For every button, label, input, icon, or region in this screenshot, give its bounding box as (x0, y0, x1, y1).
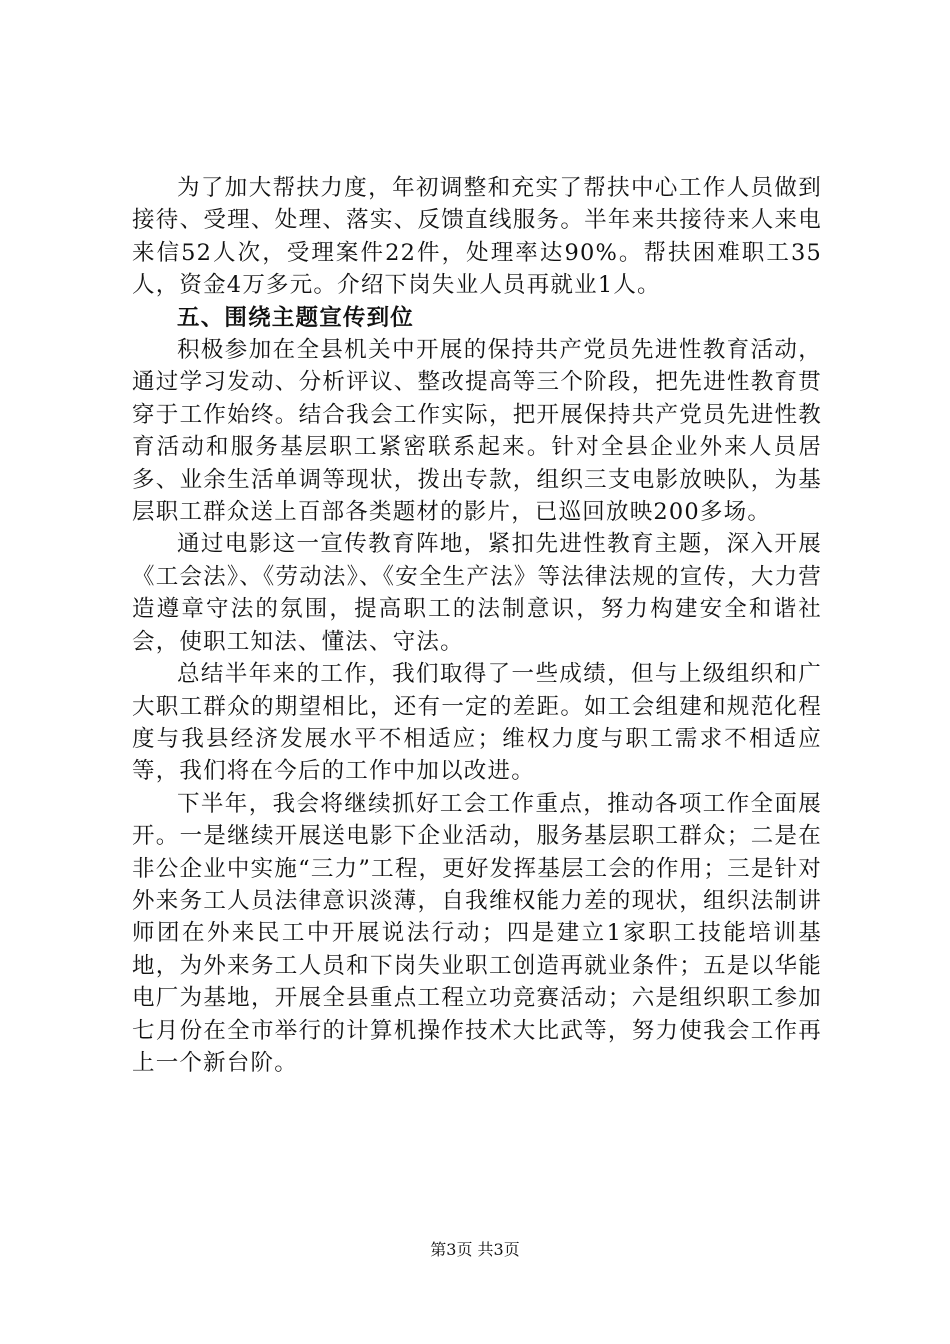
document-body (132, 172, 822, 1079)
section-heading: 五、围绕主题宣传到位 (177, 304, 415, 331)
paragraph-assistance: 为了加大帮扶力度，年初调整和充实了帮扶中心工作人员做到接待、受理、处理、落实、反馈直线服务。半年来共接待来人来电来信52人次，受理案件22件，处理率达90%。帮扶困难职工35人，资金4万多元。介绍下岗失业人员再就业1人。 (132, 175, 822, 299)
paragraph-education-activity: 积极参加在全县机关中开展的保持共产党员先进性教育活动，通过学习发动、分析评议、整改提高等三个阶段，把先进性教育贯穿于工作始终。结合我会工作实际，把开展保持共产党员先进性教育活动和服务基层职工紧密联系起来。针对全县企业外来人员居多、业余生活单调等现状，拨出专款，组织三支电影放映队，为基层职工群众送上百部各类题材的影片，已巡回放映200多场。 (132, 337, 822, 526)
paragraph-second-half-plan: 下半年，我会将继续抓好工会工作重点，推动各项工作全面展开。一是继续开展送电影下企业活动，服务基层职工群众；二是在非公企业中实施“三力”工程，更好发挥基层工会的作用；三是针对外来务工人员法律意识淡薄，自我维权能力差的现状，组织法制讲师团在外来民工中开展说法行动；四是建立1家职工技能培训基地，为外来务工人员和下岗失业职工创造再就业条件；五是以华能电厂为基地，开展全县重点工程立功竞赛活动；六是组织职工参加七月份在全市举行的计算机操作技术大比武等，努力使我会工作再上一个新台阶。 (132, 790, 822, 1076)
page-number-footer: 第3页 共3页 (430, 1240, 520, 1259)
paragraph-summary: 总结半年来的工作，我们取得了一些成绩，但与上级组织和广大职工群众的期望相比，还有一定的差距。如工会组建和规范化程度与我县经济发展水平不相适应；维权力度与职工需求不相适应等，我们将在今后的工作中加以改进。 (132, 661, 822, 785)
paragraph-law-publicity: 通过电影这一宣传教育阵地，紧扣先进性教育主题，深入开展《工会法》、《劳动法》、《安全生产法》等法律法规的宣传，大力营造遵章守法的氛围，提高职工的法制意识，努力构建安全和谐社会，使职工知法、懂法、守法。 (132, 531, 822, 655)
